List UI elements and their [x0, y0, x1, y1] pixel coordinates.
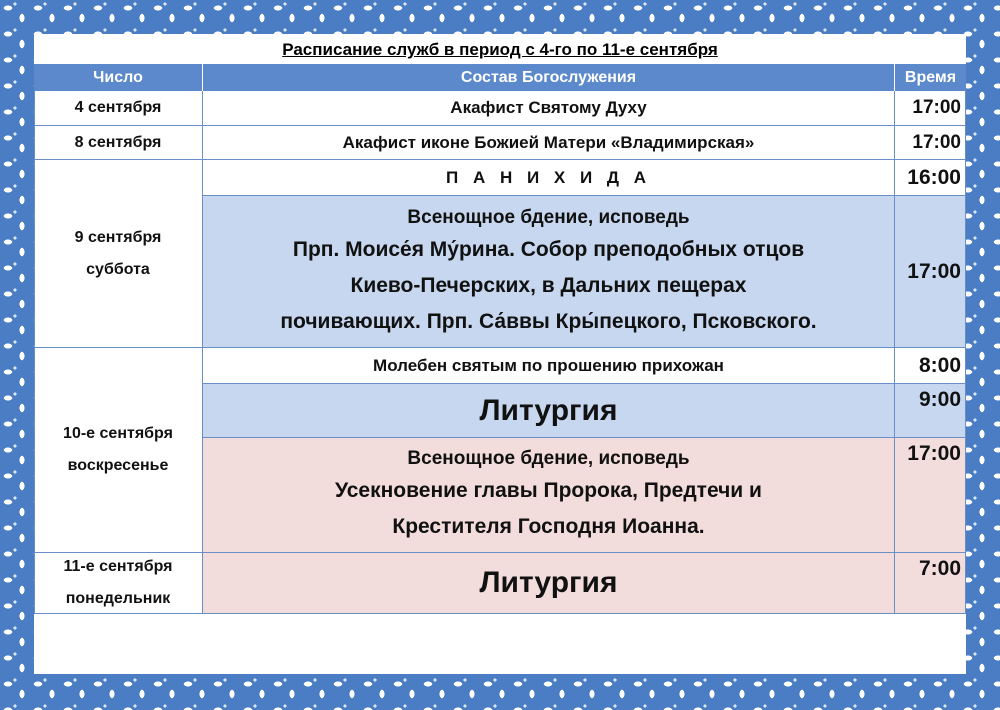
header-time: Время: [895, 64, 966, 91]
service-line: Всенощное бдение, исповедь: [407, 206, 690, 228]
date-cell: [34, 160, 203, 348]
service-cell: [203, 438, 895, 553]
date-line: 11-е сентября: [63, 558, 173, 575]
service-cell: Молебен святым по прошению прихожан: [203, 348, 895, 384]
weekday-line: воскресенье: [67, 457, 169, 474]
service-cell: Акафист иконе Божией Матери «Владимирская»: [203, 126, 895, 160]
table-border: [34, 91, 35, 614]
date-line: 9 сентября: [74, 228, 162, 246]
service-line: почивающих. Прп. Са́ввы Кры́пецкого, Псковского.: [280, 309, 817, 333]
header-date: Число: [34, 64, 202, 91]
date-line: 10-е сентября: [63, 425, 173, 442]
time-cell: 17:00: [895, 196, 966, 348]
time-cell: 9:00: [895, 384, 966, 438]
service-cell: П А Н И Х И Д А: [203, 160, 895, 196]
time-cell: 8:00: [895, 348, 966, 384]
date-cell: [34, 348, 203, 553]
service-cell: [203, 196, 895, 348]
service-cell: Литургия: [203, 553, 895, 614]
schedule-table: [34, 64, 966, 647]
service-line: Прп. Моисе́я Му́рина. Собор преподобных отцов: [292, 237, 805, 261]
time-cell: 7:00: [895, 553, 966, 614]
schedule-sheet: [34, 34, 966, 674]
weekday-line: суббота: [86, 260, 150, 278]
date-cell: [34, 553, 203, 614]
date-cell: 4 сентября: [34, 91, 203, 126]
date-cell: 8 сентября: [34, 126, 203, 160]
time-cell: 17:00: [895, 438, 966, 553]
service-cell: Литургия: [203, 384, 895, 438]
time-cell: 16:00: [895, 160, 966, 196]
service-line: Всенощное бдение, исповедь: [407, 448, 690, 469]
service-cell: Акафист Святому Духу: [203, 91, 895, 126]
header-service: Состав Богослужения: [203, 64, 894, 91]
service-line: Киево-Печерских, в Дальних пещерах: [350, 273, 747, 297]
time-cell: 17:00: [895, 126, 966, 160]
time-cell: 17:00: [895, 91, 966, 126]
service-line: Усекновение главы Пророка, Предтечи и: [335, 479, 762, 502]
service-line: Крестителя Господня Иоанна.: [392, 515, 705, 538]
weekday-line: понедельник: [65, 590, 171, 607]
page-title: Расписание служб в период с 4-го по 11-е сентября: [282, 40, 718, 59]
